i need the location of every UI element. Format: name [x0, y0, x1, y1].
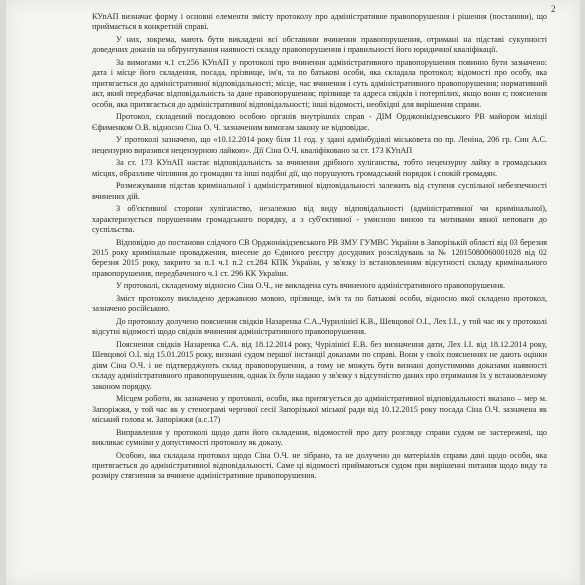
paragraph: У протоколі, складеному відносно Сіна О.Ч., не викладена суть вчиненого адміністративного правопорушення.	[116, 281, 506, 291]
paragraph: За вимогами ч.1 ст.256 КУпАП у протоколі про вчинення адміністративного правопорушення повинно бути зазначено: дата і місце його складення, посада, прізвище, ім'я, та по батькові особи, яка складала протокол; відомості про особу, яка притягається до адміністративної відповідальності; місце, час вчинення і суть адміністративного правопорушення; нормативний акт, який передбачає відповідальність за дане правопорушення; прізвище та адреса свідків і потерпілих, якщо вони є; пояснення особи, яка притягається до адміністративної відповідальності; інші відомості, необхідні для вирішення справи.	[92, 58, 547, 109]
paragraph: Місцем роботи, як зазначено у протоколі, особи, яка притягується до адміністративної відповідальності вказано – мер м. Запоріжжя, у той час як у стенограмі чергової сесії Запорізької міської ради від 10.12.2015 року посада Сіна О.Ч. зазначена як міський голова м. Запоріжжя (а.с.17)	[92, 394, 547, 425]
paragraph: У протоколі зазначено, що «10.12.2014 року біля 11 год. у здані адмінбудівлі міськовета по пр. Леніна, 206 гр. Син А.С. нецензурно виразився нецензурною лайкою». Дії Сіна О.Ч. кваліфіковано за ст. 173 КУпАП	[92, 135, 547, 155]
paragraph: Протокол, складений посадовою особою органів внутрішніх справ - ДІМ Орджонікідзевського РВ майором міліції Єфименком О.В. відносно Сіна О. Ч. зазначеним вимогам закону не відповідає.	[92, 112, 547, 132]
paragraph: Розмежування підстав кримінальної і адміністративної відповідальності залежить від ступеня суспільної небезпечності вчинених дій.	[92, 181, 547, 201]
paragraph: У них, зокрема, мають бути викладені всі обставини вчинення правопорушення, отримані на підставі сукупності доведених доказів на обґрунтування наявності складу правопорушення і правильності його юридичної кваліфікації.	[92, 35, 547, 55]
paragraph: З об'єктивної сторони хуліганство, незалежно від виду відповідальності (адміністративної чи кримінальної), характеризується порушенням громадського порядку, а з суб'єктивної - умисною виною та мотивами явної неповаги до суспільства.	[92, 204, 547, 235]
paragraph: Пояснення свідків Назаренка С.А. від 18.12.2014 року, Чурілінієї Е.В. без визначення дати, Лех І.І. від 18.12.2014 року, Шевцової О.І. від 15.01.2015 року, визнані судом першої інстанції доказами по справі. Вони у своїх поясненнях не дають оцінки діям Сіна О.Ч. і не підтверджують склад правопорушення, а тому не можуть бути визнані допустимими доказами наявності складу адміністративного правопорушення, однак їх були надано у зв'язку з відсутністю даних про отримання їх у встановленому законом порядку.	[92, 340, 547, 391]
page-number: 2	[551, 4, 556, 14]
document-page	[6, 0, 580, 585]
paragraph: Виправлення у протоколі щодо дати його складення, відомостей про дату розгляду справи судом не застережені, що викликає сумніви у допустимості протоколу як доказу.	[92, 427, 547, 448]
paragraph: До протоколу долучено пояснення свідків Назаренка С.А.,Чурилінієї К.В., Шевцової О.І., Лех І.І., у той час як у протоколі відсутні відомості щодо свідків вчинення адміністративного правопорушення.	[92, 317, 547, 337]
paragraph: КУпАП визначає форму і основні елементи змісту протоколу про адміністративне правопорушення і рішення (постанови), що приймається в конкретній справі.	[92, 12, 547, 32]
paragraph: Відповідно до постанови слідчого СВ Орджонікідзевського РВ ЗМУ ГУМВС України в Запорізькій області від 03 березня 2015 року кримінальне провадження, внесене до Єдиного реєстру досудових розслідувань за № 12015080060001028 від 02 березня 2015 року, закрито за п.1 ч.1 п.2 ст.284 КПК України, у зв'язку із встановленням відсутності складу кримінального правопорушення, передбаченого ч.1 ст. 296 КК України.	[92, 237, 547, 278]
paragraph: Зміст протоколу викладено державною мовою, прізвище, ім'я та по батькові особи, відносно якої складено протокол, зазначено російською.	[92, 294, 547, 314]
paragraph: За ст. 173 КУпАП настає відповідальність за вчинення дрібного хуліганства, тобто нецензурну лайку в громадських місцях, образливе чіпляння до громадян та інші подібні дії, що порушують громадський порядок і спокій громадян.	[92, 158, 547, 178]
paragraph: Особою, яка складала протокол щодо Сіна О.Ч. не зібрано, та не долучено до матеріалів справи дані щодо особи, яка притягається до адміністративної відповідальності. Саме ці відомості приймаються судом при вирішенні питання щодо виду та розміру стягнення за вчинене адміністративне правопорушення.	[92, 450, 547, 481]
document-body	[92, 12, 547, 484]
